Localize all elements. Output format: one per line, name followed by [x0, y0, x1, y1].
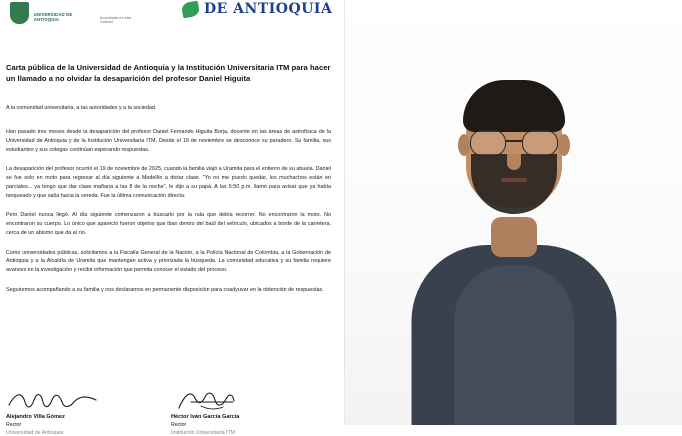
person-neck	[491, 217, 537, 257]
signature-block	[6, 388, 336, 436]
signature-item	[171, 388, 336, 436]
udea-logo-tagline: Acreditada en Alta Calidad	[99, 16, 131, 24]
document-paragraph: Pero Daniel nunca llegó. Al día siguiente comenzaron a buscarlo por la ruta que debía recorrer. No encontraron la moto. No encontraron su cuerpo. Lo único que apareció fueron objetos que iban dentro del baúl del vehículo, ubicados a borde de la carretera, cerca de un abismo que da al río.	[6, 212, 331, 236]
document-body	[0, 30, 345, 436]
signatory-role: Rector	[6, 422, 22, 428]
eyeglass-lens-right	[522, 130, 558, 156]
document-paragraph: Como universidades públicas, solicitamos a la Fiscalía General de la Nación, a la Policía Nacional de Colombia, a la Gobernación de Antioquia y a la Alcaldía de Uramita que mantengan activa y priorizada la búsqueda. La comunidad educativa y su familia requiere avances en la investigación y recibir información que permita conocer el estado del proceso.	[6, 249, 331, 274]
eyeglass-bridge	[506, 140, 522, 142]
signatory-org: Institución Universitaria ITM	[171, 430, 235, 436]
document-paragraph: Han pasado tres meses desde la desaparición del profesor Daniel Fernando Higuita Borja, docente en las áreas de astrofísica de la Universidad de Antioquia y de la Institución Universitaria ITM. Desde el 19 de noviembre se desconoce su paradero. Su familia, sus estudiantes y sus colegas continúan esperando respuestas.	[6, 129, 331, 153]
udea-logo-name: UNIVERSIDAD DE ANTIOQUIA	[33, 12, 73, 23]
udea-logo	[10, 0, 142, 24]
leaf-icon	[181, 0, 200, 18]
udea-shield-icon	[10, 2, 29, 24]
itm-logo-name: DE ANTIOQUIA	[204, 1, 333, 17]
document-header	[0, 0, 345, 30]
document-paragraph: La desaparición del profesor ocurrió el 19 de noviembre de 2025, cuando la familia viajó a Uramita para el entierro de su abuela. Daniel se fue solo en moto para regresar al día siguiente a Medellín a dictar clase. "Yo no me puedo quedar, los muchachos están en parciales... ya tengo que dar clase mañana a las 8 de la noche", le dijo a su papá. A las 5:50 p.m. llamó para avisar que ya había tanqueado y que salía hacia la vereda. Fue la última comunicación directa.	[6, 166, 331, 199]
video-pane	[345, 0, 682, 425]
eyeglass-lens-left	[470, 130, 506, 156]
document-greeting: A la comunidad universitaria, a las autoridades y a la sociedad.	[6, 105, 157, 111]
signatory-org: Universidad de Antioquia	[6, 430, 64, 436]
logo-row	[10, 0, 340, 26]
document-paragraph: Seguiremos acompañando a su familia y nos declaramos en permanente disposición para coadyuvar en la obtención de respuestas.	[6, 286, 324, 293]
person-hair	[463, 80, 565, 132]
signature-item	[6, 388, 171, 436]
signatory-role: Rector	[171, 422, 187, 428]
handwritten-signature-icon	[6, 388, 102, 412]
itm-logo	[156, 1, 332, 17]
eyeglasses-icon	[468, 130, 560, 154]
signatory-name: Alejandro Villa Gómez	[6, 414, 65, 420]
person-nose	[507, 154, 521, 170]
person-figure	[409, 62, 619, 425]
person-mouth	[501, 178, 527, 182]
document-title: Carta pública de la Universidad de Antioquia y la Institución Universitaria ITM para hacer un llamado a no olvidar la desaparición del profesor Daniel Higuita	[6, 63, 331, 83]
document-content	[6, 62, 331, 306]
handwritten-signature-icon	[171, 388, 267, 412]
signatory-name: Héctor Iván García García	[171, 414, 240, 420]
person-torso-highlight	[454, 265, 574, 425]
